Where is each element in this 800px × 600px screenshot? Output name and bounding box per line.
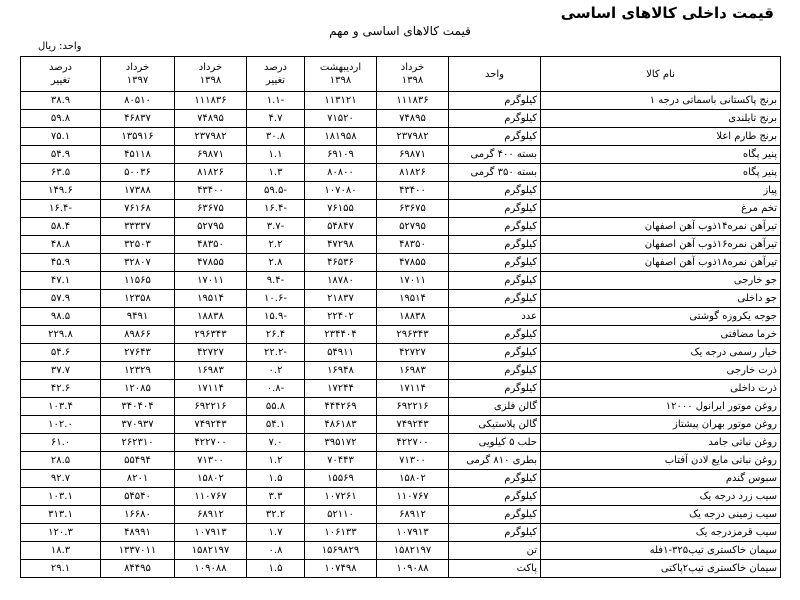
table-cell: پیاز: [541, 182, 781, 200]
table-cell: ۷۱۵۲۰: [305, 110, 377, 128]
table-row: [21, 560, 781, 578]
table-cell: بسته ۳۵۰ گرمی: [449, 164, 541, 182]
table-cell: ۷۴۸۹۵: [377, 110, 449, 128]
table-cell: برنج پاکستانی باسماتی درجه ۱: [541, 92, 781, 110]
column-header-line2: ۱۳۹۸: [199, 75, 222, 86]
table-cell: -۱۶.۴: [247, 200, 305, 218]
table-cell: ۵۹.۸: [21, 110, 101, 128]
table-row: [21, 470, 781, 488]
column-header: [101, 57, 175, 92]
table-row: [21, 506, 781, 524]
table-cell: ۴۲۲۷۰۰: [377, 434, 449, 452]
table-cell: ۴۷.۱: [21, 272, 101, 290]
table-row: [21, 488, 781, 506]
table-cell: ۹۴۹۱: [101, 308, 175, 326]
table-cell: ۵۴.۱: [247, 416, 305, 434]
table-cell: ۲۳۷۹۸۲: [377, 128, 449, 146]
table-cell: ۲۲۹.۸: [21, 326, 101, 344]
table-cell: ۳۱۳.۱: [21, 506, 101, 524]
table-cell: کیلوگرم: [449, 182, 541, 200]
table-cell: کیلوگرم: [449, 326, 541, 344]
table-row: [21, 524, 781, 542]
table-cell: ۱۱۰۷۶۷: [377, 488, 449, 506]
table-cell: ۱۵۶۹۸۲۹: [305, 542, 377, 560]
table-cell: ۱۰۷۰۸۰: [305, 182, 377, 200]
table-cell: ۸۱۸۲۶: [377, 164, 449, 182]
table-cell: ۱۳۵۹۱۶: [101, 128, 175, 146]
table-cell: ۱۹۵۱۴: [175, 290, 247, 308]
table-cell: کیلوگرم: [449, 128, 541, 146]
table-cell: ۵۴.۹: [21, 146, 101, 164]
table-cell: ۳۷.۷: [21, 362, 101, 380]
table-cell: ۱۵۸۰۲: [377, 470, 449, 488]
table-cell: کیلوگرم: [449, 362, 541, 380]
table-cell: ۱۱۱۸۳۶: [175, 92, 247, 110]
table-cell: ۴۸۹۹۱: [101, 524, 175, 542]
column-header-line1: درصد: [48, 62, 73, 73]
table-cell: ۸۰۸۰۰: [305, 164, 377, 182]
table-cell: کیلوگرم: [449, 380, 541, 398]
table-cell: ۹۸.۵: [21, 308, 101, 326]
table-cell: ۸۱۸۲۶: [175, 164, 247, 182]
table-cell: ۱۴۹.۶: [21, 182, 101, 200]
table-cell: -۰.۸: [247, 380, 305, 398]
table-cell: کیلوگرم: [449, 200, 541, 218]
table-cell: پنیر پگاه: [541, 164, 781, 182]
table-row: [21, 92, 781, 110]
table-cell: ۱۰۷۴۹۸: [305, 560, 377, 578]
table-cell: ۶۳.۵: [21, 164, 101, 182]
table-cell: ۱۰۳.۱: [21, 488, 101, 506]
table-cell: جو داخلی: [541, 290, 781, 308]
table-cell: ۸۰۵۱۰: [101, 92, 175, 110]
table-row: [21, 146, 781, 164]
table-row: [21, 452, 781, 470]
table-cell: ۱۸۷۸۰: [305, 272, 377, 290]
table-cell: ۱۰۶۱۳۳: [305, 524, 377, 542]
table-cell: ۲۳۷۹۸۲: [175, 128, 247, 146]
table-row: [21, 362, 781, 380]
table-row: [21, 416, 781, 434]
table-cell: جوجه یکروزه گوشتی: [541, 308, 781, 326]
column-header-line1: واحد: [484, 68, 505, 80]
table-cell: ۱۰۷۹۱۳: [175, 524, 247, 542]
table-cell: ۰.۲: [247, 362, 305, 380]
table-cell: تن: [449, 542, 541, 560]
table-cell: -۱۰.۶: [247, 290, 305, 308]
table-cell: ۹۲.۷: [21, 470, 101, 488]
table-row: [21, 434, 781, 452]
table-cell: ۵۷.۹: [21, 290, 101, 308]
table-cell: ذرت داخلی: [541, 380, 781, 398]
table-cell: ۴۸۶۱۸۳: [305, 416, 377, 434]
table-cell: کیلوگرم: [449, 488, 541, 506]
table-cell: ۴۲۲۷۰۰: [175, 434, 247, 452]
table-cell: ۱۰۷۹۱۳: [377, 524, 449, 542]
table-cell: خیار رسمی درجه یک: [541, 344, 781, 362]
unit-label: واحد: ریال: [38, 41, 82, 52]
table-cell: ۲.۸: [247, 254, 305, 272]
table-cell: ۱۹۵۱۴: [377, 290, 449, 308]
table-cell: ۸۲۰۱: [101, 470, 175, 488]
table-cell: ۵۰۰۳۶: [101, 164, 175, 182]
table-cell: حلب ۵ کیلویی: [449, 434, 541, 452]
table-cell: ۰.۸: [247, 542, 305, 560]
table-cell: ۲۶۲۳۱۰: [101, 434, 175, 452]
table-cell: ۷۴۹۲۴۳: [175, 416, 247, 434]
table-cell: عدد: [449, 308, 541, 326]
table-cell: کیلوگرم: [449, 524, 541, 542]
table-cell: ۱.۱: [247, 146, 305, 164]
table-cell: پاکت: [449, 560, 541, 578]
table-cell: ۱۱۰۷۶۷: [175, 488, 247, 506]
table-cell: کیلوگرم: [449, 254, 541, 272]
table-cell: ۸۹۸۶۶: [101, 326, 175, 344]
table-cell: ۶۳۶۷۵: [175, 200, 247, 218]
table-row: [21, 344, 781, 362]
table-cell: کیلوگرم: [449, 290, 541, 308]
table-cell: -۹.۴: [247, 272, 305, 290]
table-cell: ۱۰۹۰۸۸: [175, 560, 247, 578]
table-cell: برنج طارم اعلا: [541, 128, 781, 146]
column-header-line1: نام کالا: [646, 68, 675, 80]
table-cell: -۱۵.۹: [247, 308, 305, 326]
table-cell: گالن فلزی: [449, 398, 541, 416]
table-cell: ۱۷۰۱۱: [175, 272, 247, 290]
table-cell: ۲۹۶۳۴۳: [175, 326, 247, 344]
table-cell: ۱.۳: [247, 164, 305, 182]
column-header-line1: خرداد: [198, 62, 223, 73]
table-cell: ۴۴۴۲۶۹: [305, 398, 377, 416]
table-row: [21, 164, 781, 182]
table-cell: ۵۴.۶: [21, 344, 101, 362]
table-cell: ۶۹۸۷۱: [377, 146, 449, 164]
table-row: [21, 272, 781, 290]
table-cell: -۱۶.۴: [21, 200, 101, 218]
table-cell: ۷۴۹۲۴۳: [377, 416, 449, 434]
table-cell: ۴۵.۹: [21, 254, 101, 272]
table-cell: ۵۲۷۹۵: [377, 218, 449, 236]
table-cell: ۱۶۶۸۰: [101, 506, 175, 524]
table-cell: ۱۷۲۴۴: [305, 380, 377, 398]
table-header: [21, 57, 781, 92]
table-cell: ۱۳۳۷۰۱۱: [101, 542, 175, 560]
table-cell: ۱۸۸۳۸: [175, 308, 247, 326]
table-cell: کیلوگرم: [449, 218, 541, 236]
table-cell: ۱۵۸۲۱۹۷: [377, 542, 449, 560]
table-cell: ۵۴۸۴۷: [305, 218, 377, 236]
table-cell: ۳۹۵۱۷۲: [305, 434, 377, 452]
table-cell: جو خارجی: [541, 272, 781, 290]
column-header-line1: خرداد: [400, 62, 425, 73]
table-cell: ۱۵۵۶۹: [305, 470, 377, 488]
table-row: [21, 182, 781, 200]
table-cell: ۲۷۶۴۳: [101, 344, 175, 362]
table-cell: ۲۹۶۳۴۳: [377, 326, 449, 344]
table-cell: ۵۵.۸: [247, 398, 305, 416]
table-cell: کیلوگرم: [449, 272, 541, 290]
table-row: [21, 398, 781, 416]
table-cell: ۴۳۴۰۰: [175, 182, 247, 200]
table-cell: ۱۸۸۳۸: [377, 308, 449, 326]
table-cell: کیلوگرم: [449, 344, 541, 362]
table-cell: تخم مرغ: [541, 200, 781, 218]
table-cell: ۷۶۱۵۵: [305, 200, 377, 218]
table-cell: ۴۲۷۲۷: [377, 344, 449, 362]
table-row: [21, 326, 781, 344]
table-cell: ۱۲۳۵۸: [101, 290, 175, 308]
table-cell: روغن نباتی جامد: [541, 434, 781, 452]
column-header: [21, 57, 101, 92]
column-header-line1: خرداد: [125, 62, 150, 73]
table-cell: کیلوگرم: [449, 236, 541, 254]
table-cell: -۲۲.۲: [247, 344, 305, 362]
table-cell: ۵۴۹۱۱: [305, 344, 377, 362]
table-cell: ۷۱۳۰۰: [175, 452, 247, 470]
table-cell: ۴۷۲۹۸: [305, 236, 377, 254]
table-row: [21, 200, 781, 218]
table-cell: تیرآهن نمره۱۴ذوب آهن اصفهان: [541, 218, 781, 236]
table-cell: ۱.۷: [247, 524, 305, 542]
table-row: [21, 236, 781, 254]
table-row: [21, 110, 781, 128]
table-cell: ۴۲.۶: [21, 380, 101, 398]
table-cell: ۷۵.۱: [21, 128, 101, 146]
table-cell: کیلوگرم: [449, 92, 541, 110]
table-cell: ۱۰۳.۴: [21, 398, 101, 416]
table-cell: بسته ۴۰۰ گرمی: [449, 146, 541, 164]
page-title: قیمت داخلی کالاهای اساسی: [560, 4, 774, 22]
table-cell: ۲۶.۴: [247, 326, 305, 344]
table-cell: ۶۹۸۷۱: [175, 146, 247, 164]
price-table: [20, 56, 781, 578]
table-cell: ۶۸۹۱۲: [377, 506, 449, 524]
column-header: [175, 57, 247, 92]
table-cell: ۴۸۳۵۰: [377, 236, 449, 254]
table-cell: برنج تایلندی: [541, 110, 781, 128]
table-cell: ۴۶۸۳۷: [101, 110, 175, 128]
table-cell: ۴۷۸۵۵: [175, 254, 247, 272]
table-cell: ۶۱.۰: [21, 434, 101, 452]
column-header-line2: ۱۳۹۷: [126, 75, 149, 86]
table-cell: ۳۲۵۰۳: [101, 236, 175, 254]
table-cell: -۵۹.۵: [247, 182, 305, 200]
table-cell: -۳.۷: [247, 218, 305, 236]
table-cell: ۵۵۴۹۴: [101, 452, 175, 470]
table-cell: ۱۰۹۰۸۸: [377, 560, 449, 578]
table-cell: ۳۰.۸: [247, 128, 305, 146]
table-cell: گالن پلاستیکی: [449, 416, 541, 434]
table-row: [21, 290, 781, 308]
table-cell: ۳۲.۲: [247, 506, 305, 524]
table-cell: ۳۳۳۳۷: [101, 218, 175, 236]
column-header: [247, 57, 305, 92]
table-cell: ۱۲۳۲۹: [101, 362, 175, 380]
table-cell: ۲۸.۵: [21, 452, 101, 470]
table-cell: ۷۶۱۶۸: [101, 200, 175, 218]
column-header: [305, 57, 377, 92]
column-header: [541, 57, 781, 92]
table-cell: ۷.۰: [247, 434, 305, 452]
table-cell: ۴۷۸۵۵: [377, 254, 449, 272]
table-cell: ۲۲۴۰۲: [305, 308, 377, 326]
table-cell: بطری ۸۱۰ گرمی: [449, 452, 541, 470]
table-cell: ۱۵۸۰۲: [175, 470, 247, 488]
table-row: [21, 254, 781, 272]
table-cell: ۴۸۳۵۰: [175, 236, 247, 254]
table-cell: ۱۷۰۱۱: [377, 272, 449, 290]
table-cell: ۲.۲: [247, 236, 305, 254]
table-cell: ۲۳۴۴۰۴: [305, 326, 377, 344]
table-cell: ۶۹۱۰۹: [305, 146, 377, 164]
table-cell: ۱۸.۳: [21, 542, 101, 560]
table-cell: کیلوگرم: [449, 110, 541, 128]
table-cell: ۱۱۱۸۳۶: [377, 92, 449, 110]
table-cell: ۸۴۴۹۵: [101, 560, 175, 578]
table-cell: ۴۲۷۲۷: [175, 344, 247, 362]
table-cell: ۴.۷: [247, 110, 305, 128]
table-cell: ۱۱۳۱۲۱: [305, 92, 377, 110]
table-cell: -۱.۱: [247, 92, 305, 110]
table-cell: کیلوگرم: [449, 506, 541, 524]
table-subtitle: قیمت کالاهای اساسی و مهم: [329, 24, 471, 38]
column-header: [377, 57, 449, 92]
table-cell: ۱۲۰۸۵: [101, 380, 175, 398]
header-row: [21, 57, 781, 92]
column-header-line1: درصد: [263, 62, 288, 73]
table-cell: سیمان خاکستری تیپ۳۲۵-۱فله: [541, 542, 781, 560]
table-row: [21, 218, 781, 236]
table-cell: ۱۶۹۸۳: [175, 362, 247, 380]
table-cell: ۴۶۵۳۶: [305, 254, 377, 272]
table-cell: ۲۹.۱: [21, 560, 101, 578]
table-cell: ۱۱۵۶۵: [101, 272, 175, 290]
table-cell: روغن موتور ایرانول ۱۲۰۰۰: [541, 398, 781, 416]
table-cell: ۵۸.۴: [21, 218, 101, 236]
table-cell: تیرآهن نمره۱۶ذوب آهن اصفهان: [541, 236, 781, 254]
table-cell: ۱.۵: [247, 560, 305, 578]
column-header-line2: تغییر: [50, 75, 71, 86]
table-cell: ۳۲۸۰۷: [101, 254, 175, 272]
table-cell: ذرت خارجی: [541, 362, 781, 380]
table-row: [21, 308, 781, 326]
table-cell: ۱۵۸۲۱۹۷: [175, 542, 247, 560]
table-cell: ۵۴۵۴۰: [101, 488, 175, 506]
column-header-line2: ۱۳۹۸: [401, 75, 424, 86]
table-cell: ۳.۳: [247, 488, 305, 506]
table-row: [21, 128, 781, 146]
table-cell: ۳۴۰۴۰۴: [101, 398, 175, 416]
table-cell: ۷۱۳۰۰: [377, 452, 449, 470]
table-cell: کیلوگرم: [449, 470, 541, 488]
table-cell: ۱۷۳۸۸: [101, 182, 175, 200]
table-cell: سیب زرد درجه یک: [541, 488, 781, 506]
column-header-line2: ۱۳۹۸: [329, 75, 352, 86]
table-cell: ۳۷۰۹۳۷: [101, 416, 175, 434]
table-cell: ۱۶۹۴۸: [305, 362, 377, 380]
table-cell: ۵۲۱۱۰: [305, 506, 377, 524]
table-cell: خرما مضافتی: [541, 326, 781, 344]
table-cell: ۱۲۰.۳: [21, 524, 101, 542]
table-cell: ۱۰۷۲۶۱: [305, 488, 377, 506]
table-cell: ۴۳۴۰۰: [377, 182, 449, 200]
table-cell: ۱.۵: [247, 470, 305, 488]
table-cell: روغن موتور بهران پیشتاز: [541, 416, 781, 434]
table-cell: پنیر پگاه: [541, 146, 781, 164]
table-cell: ۱۰۲.۰: [21, 416, 101, 434]
column-header-line2: تغییر: [265, 75, 286, 86]
table-cell: سیب قرمزدرجه یک: [541, 524, 781, 542]
table-cell: ۱.۲: [247, 452, 305, 470]
table-cell: ۶۹۲۲۱۶: [175, 398, 247, 416]
table-cell: تیرآهن نمره۱۸ذوب آهن اصفهان: [541, 254, 781, 272]
table-cell: ۳۸.۹: [21, 92, 101, 110]
table-row: [21, 542, 781, 560]
table-cell: ۱۸۱۹۵۸: [305, 128, 377, 146]
table-cell: ۱۷۱۱۴: [377, 380, 449, 398]
table-cell: روغن نباتی مایع لادن آفتاب: [541, 452, 781, 470]
table-cell: ۶۳۶۷۵: [377, 200, 449, 218]
column-header: [449, 57, 541, 92]
table-cell: ۱۷۱۱۴: [175, 380, 247, 398]
table-cell: ۱۶۹۸۳: [377, 362, 449, 380]
table-cell: سیمان خاکستری تیپ۲پاکتی: [541, 560, 781, 578]
table-body: [21, 92, 781, 578]
table-cell: ۴۸.۸: [21, 236, 101, 254]
table-cell: ۷۰۴۴۳: [305, 452, 377, 470]
table-cell: ۷۴۸۹۵: [175, 110, 247, 128]
table-cell: ۵۲۷۹۵: [175, 218, 247, 236]
table-row: [21, 380, 781, 398]
table-cell: سیب زمینی درجه یک: [541, 506, 781, 524]
table-cell: ۶۸۹۱۲: [175, 506, 247, 524]
table-cell: ۶۹۲۲۱۶: [377, 398, 449, 416]
table-cell: ۴۵۱۱۸: [101, 146, 175, 164]
table-cell: سبوس گندم: [541, 470, 781, 488]
column-header-line1: اردیبهشت: [319, 62, 362, 73]
table-cell: ۲۱۸۳۷: [305, 290, 377, 308]
